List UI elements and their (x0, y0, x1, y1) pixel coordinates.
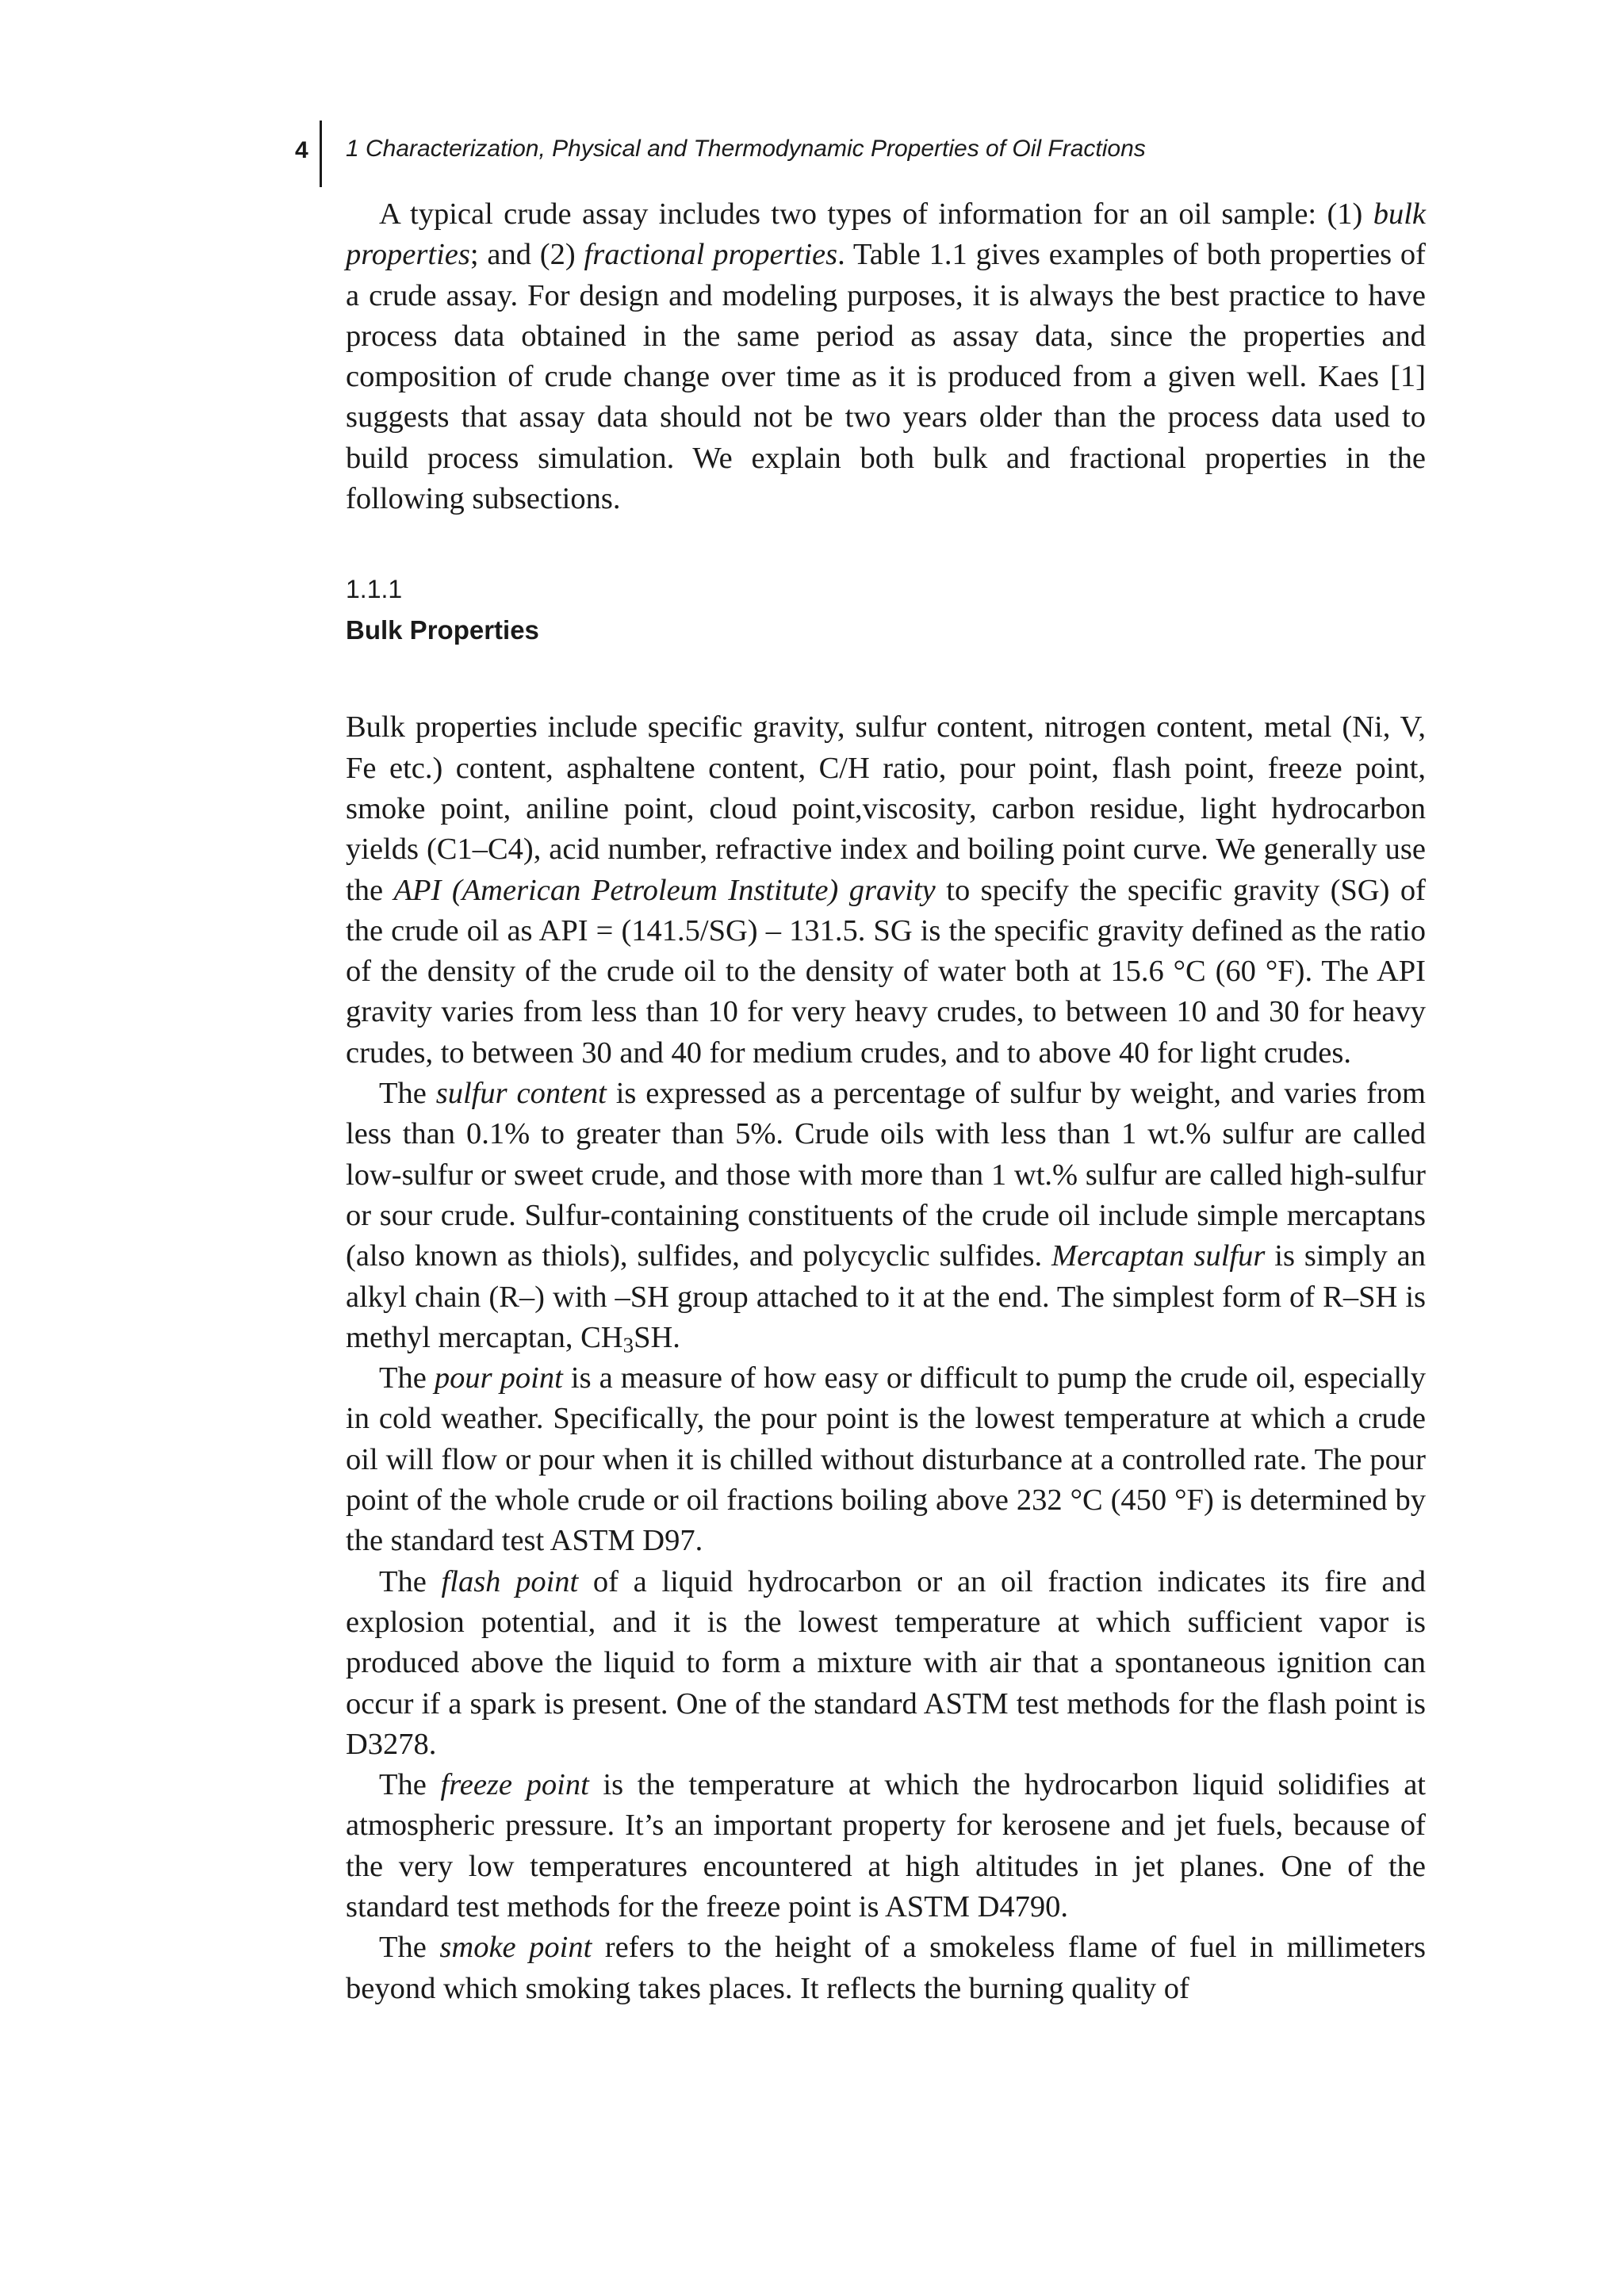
paragraph-bulk-properties: Bulk properties include specific gravity, sulfur content, nitrogen content, metal (Ni, V, Fe etc.) content, asphaltene content, C/H ratio, pour point, flash point, freeze point, smoke point, aniline point, cloud point,viscosity, carbon residue, light hydrocarbon yields (C1–C4), acid number, refractive index and boiling point curve. We generally use the API (American Petroleum Institute) gravity to specify the specific gravity (SG) of the crude oil as API = (141.5/SG) – 131.5. SG is the specific gravity defined as the ratio of the density of the crude oil to the density of water both at 15.6 °C (60 °F). The API gravity varies from less than 10 for very heavy crudes, to between 10 and 30 for heavy crudes, to between 30 and 40 for medium crudes, and to above 40 for light crudes. (346, 710, 1426, 1070)
paragraph-flash-point: The flash point of a liquid hydrocarbon or an oil fraction indicates its fire and explosion potential, and it is the lowest temperature at which sufficient vapor is produced above the liquid to form a mixture with air that a spontaneous ignition can occur if a spark is present. One of the standard ASTM test methods for the flash point is D3278. (346, 1564, 1426, 1761)
paragraph-pour-point: The pour point is a measure of how easy or difficult to pump the crude oil, especially in cold weather. Specifically, the pour point is the lowest temperature at which a crude oil will flow or pour when it is chilled without disturbance at a controlled rate. The pour point of the whole crude or oil fractions boiling above 232 °C (450 °F) is determined by the standard test ASTM D97. (346, 1361, 1426, 1558)
paragraph-sulfur-content: The sulfur content is expressed as a percentage of sulfur by weight, and varies from less than 0.1% to greater than 5%. Crude oils with less than 1 wt.% sulfur are called low-sulfur or sweet crude, and those with more than 1 wt.% sulfur are called high-sulfur or sour crude. Sulfur-containing constituents of the crude oil include simple mercaptans (also known as thiols), sulfides, and polycyclic sulfides. Mercaptan sulfur is simply an alkyl chain (R–) with –SH group attached to it at the end. The simplest form of R–SH is methyl mercaptan, $CH_3SH$. (346, 1077, 1426, 1357)
header-rule (320, 121, 322, 187)
paragraph-smoke-point: The smoke point refers to the height of a smokeless flame of fuel in millimeters beyond which smoking takes places. It reflects the burning quality of (346, 1931, 1426, 2005)
running-head: 1 Characterization, Physical and Thermodynamic Properties of Oil Fractions (346, 136, 1146, 162)
page-body (346, 194, 1426, 2009)
paragraph-intro: A typical crude assay includes two types of information for an oil sample: (1) bulk properties; and (2) fractional properties. Table 1.1 gives examples of both properties of a crude assay. For design and modeling purposes, it is always the best practice to have process data obtained in the same period as assay data, since the properties and composition of crude change over time as it is produced from a given well. Kaes [1] suggests that assay data should not be two years older than the process data used to build process simulation. We explain both bulk and fractional properties in the following subsections. (346, 197, 1426, 516)
section-title: Bulk Properties (346, 615, 539, 645)
page-number: 4 (295, 137, 308, 163)
section-number: 1.1.1 (346, 575, 403, 604)
paragraph-freeze-point: The freeze point is the temperature at which the hydrocarbon liquid solidifies at atmospheric pressure. It’s an important property for kerosene and jet fuels, because of the very low temperatures encountered at high altitudes in jet planes. One of the standard test methods for the freeze point is ASTM D4790. (346, 1768, 1426, 1924)
